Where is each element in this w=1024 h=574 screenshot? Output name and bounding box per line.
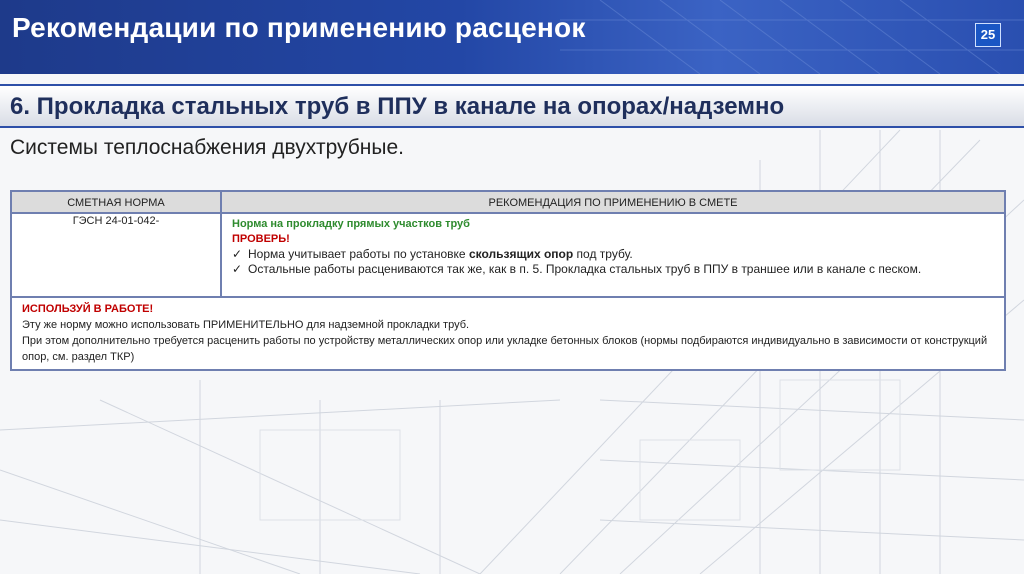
checkmark-icon: ✓	[232, 247, 243, 261]
use-in-work-cell	[11, 297, 1005, 370]
checkmark-icon: ✓	[232, 262, 243, 276]
check-list	[232, 247, 996, 277]
recommendation-table	[10, 190, 1006, 371]
section-title: 6. Прокладка стальных труб в ППУ в канале на опорах/надземно	[10, 93, 785, 120]
table-row	[11, 213, 1005, 297]
page-number-badge: 25	[975, 23, 1001, 47]
table-header-row	[11, 191, 1005, 213]
use-in-work-label: ИСПОЛЬЗУЙ В РАБОТЕ!	[22, 303, 154, 315]
section-heading-bar	[0, 84, 1024, 128]
check-item-bold: скользящих опор	[468, 247, 574, 261]
check-item-text: Остальные работы расцениваются так же, как в п. 5. Прокладка стальных труб в ППУ в траншее или в канале с песком.	[248, 262, 922, 276]
header-bar	[0, 0, 1024, 74]
subtitle: Системы теплоснабжения двухтрубные.	[10, 136, 404, 159]
table-row	[11, 297, 1005, 370]
check-item	[232, 262, 996, 277]
use-in-work-line: При этом дополнительно требуется расценить работы по устройству металлических опор или укладке бетонных блоков (нормы подбираются индивидуально в зависимости от конструкций опор, см. раздел ТКР)	[22, 335, 988, 363]
use-in-work-line: Эту же норму можно использовать ПРИМЕНИТЕЛЬНО для надземной прокладки труб.	[22, 319, 470, 331]
check-item-text: Норма учитывает работы по установке	[248, 247, 469, 261]
page-title: Рекомендации по применению расценок	[12, 12, 586, 43]
check-label: ПРОВЕРЬ!	[232, 233, 290, 245]
check-item-tail: под трубу.	[573, 247, 633, 261]
column-header-norm: СМЕТНАЯ НОРМА	[11, 191, 221, 213]
column-header-recommendation: РЕКОМЕНДАЦИЯ ПО ПРИМЕНЕНИЮ В СМЕТЕ	[221, 191, 1005, 213]
norm-description: Норма на прокладку прямых участков труб	[232, 218, 470, 230]
check-item	[232, 247, 996, 262]
norm-code: ГЭСН 24-01-042-	[11, 213, 221, 297]
recommendation-cell	[221, 213, 1005, 297]
